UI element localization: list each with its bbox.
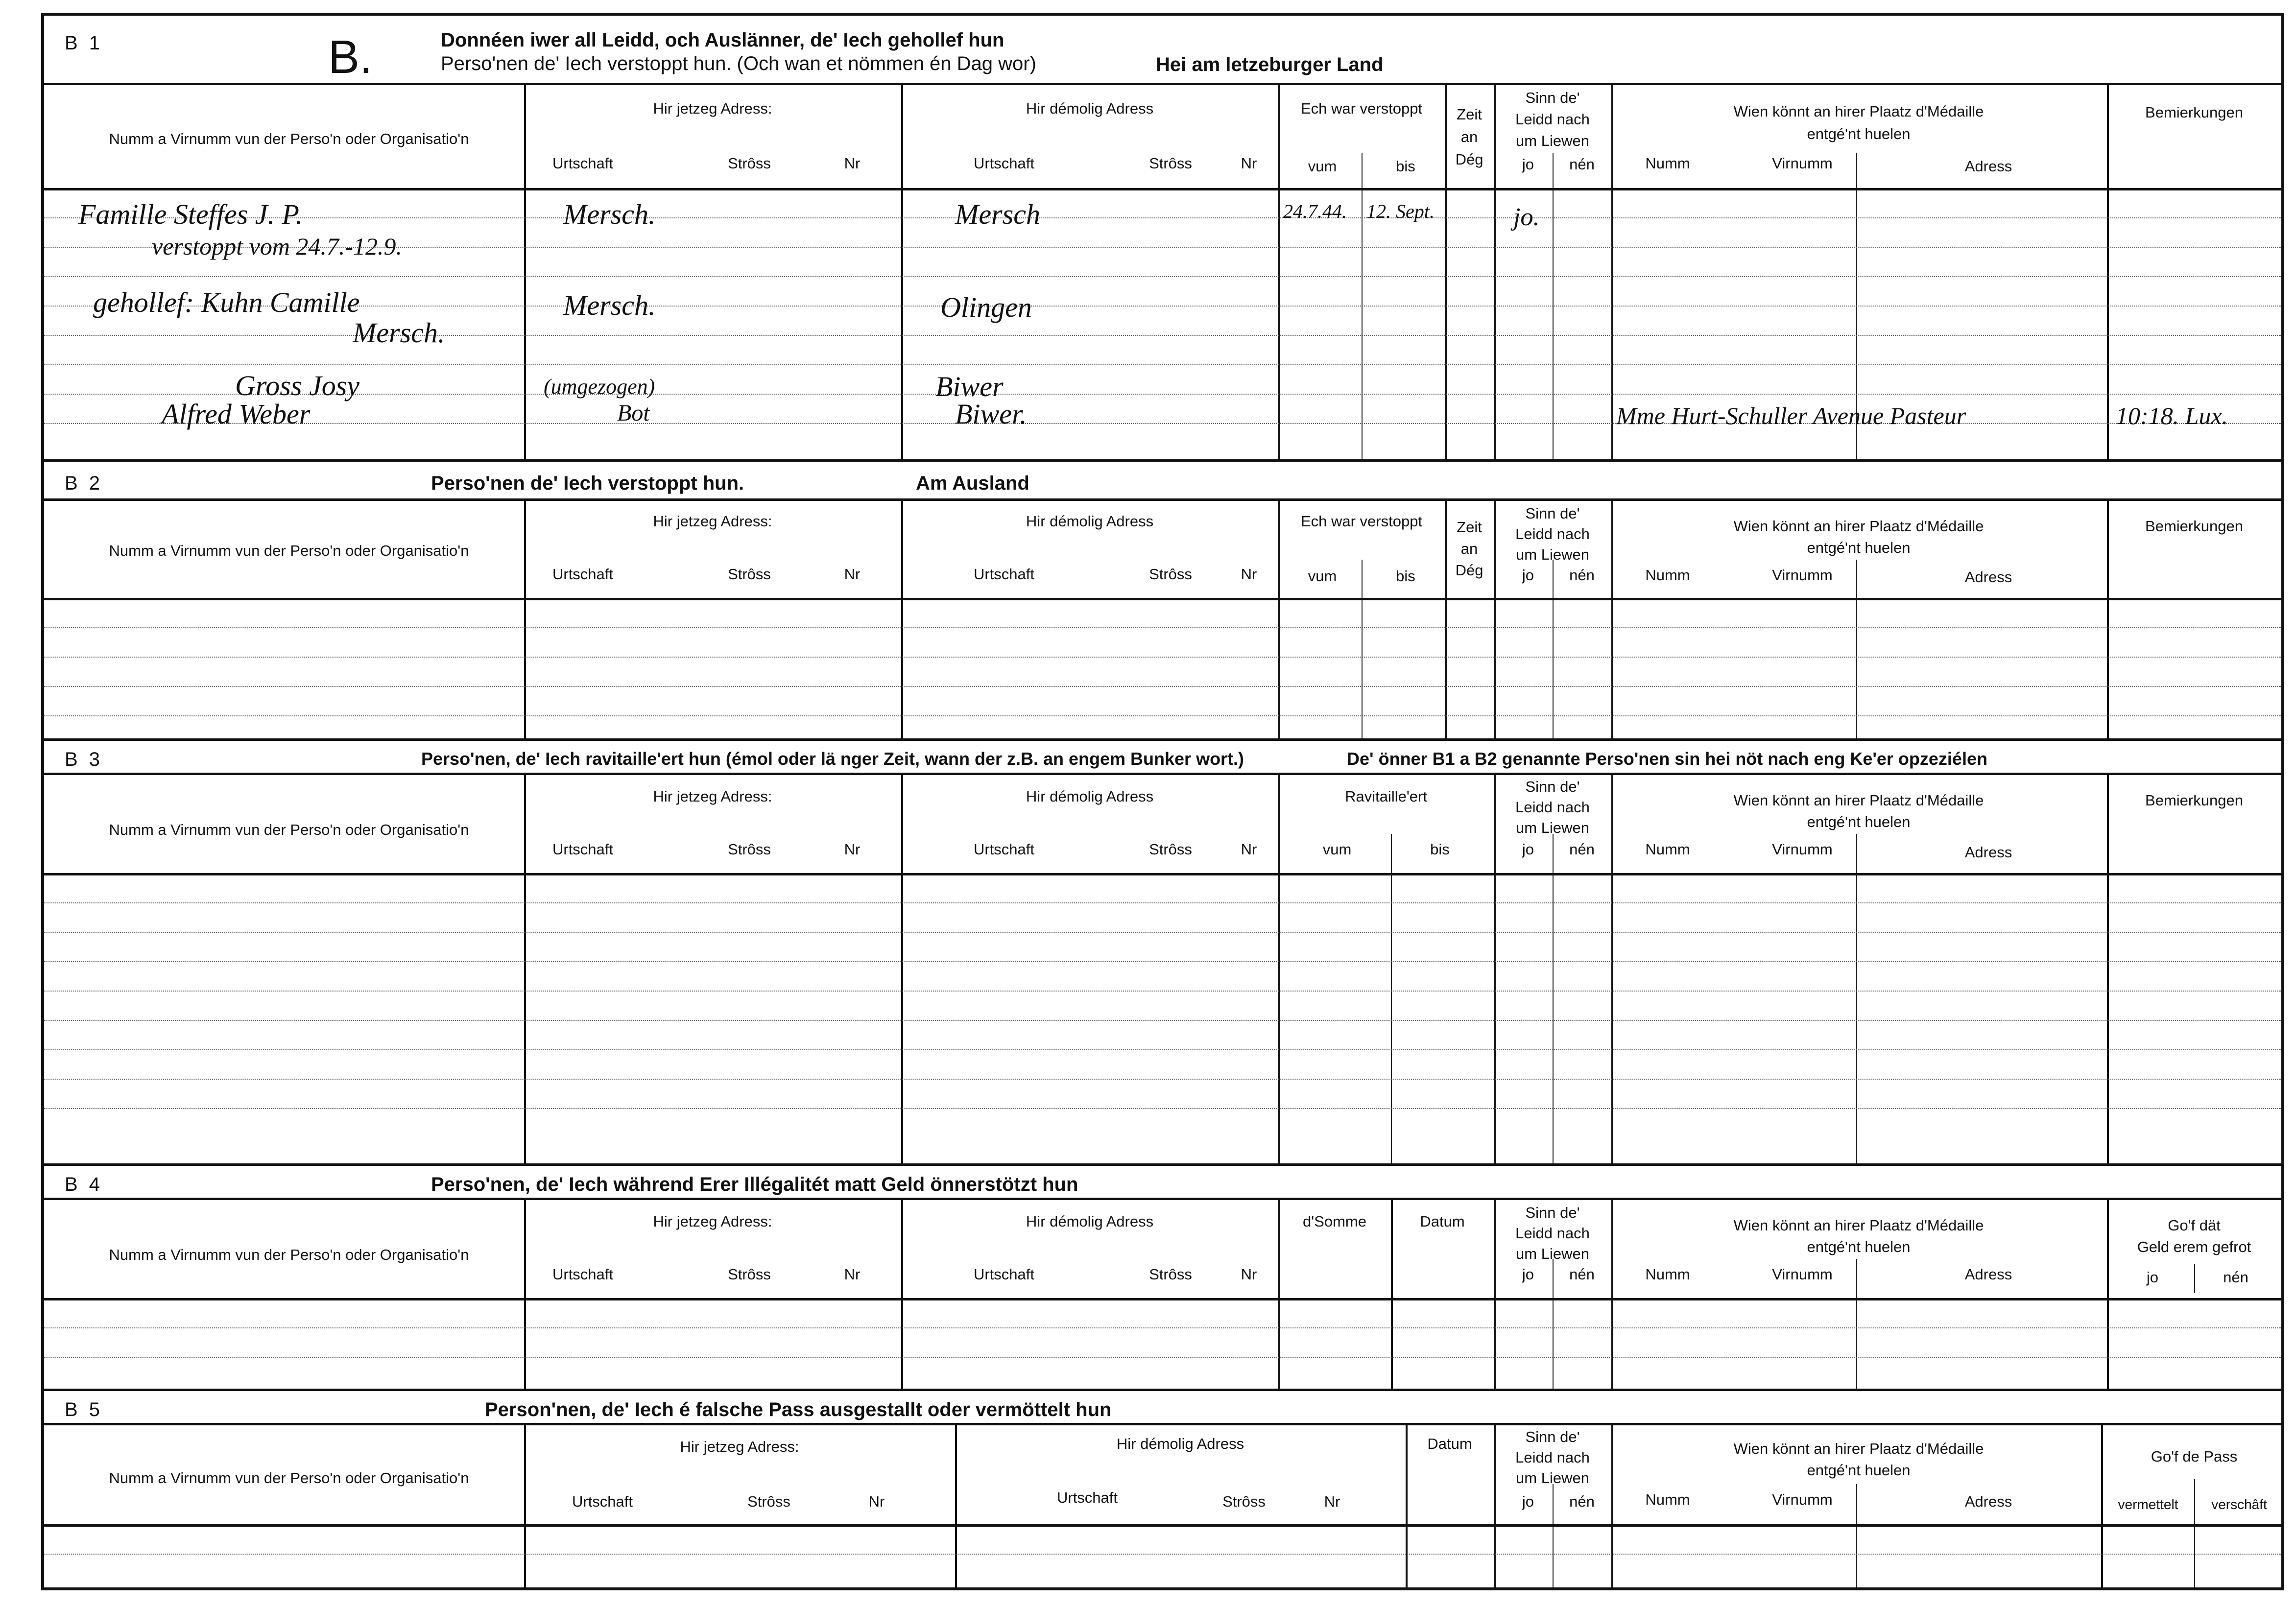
section-title: Perso'nen de' Iech verstoppt hun. — [431, 473, 744, 494]
header-name: Numm a Virnumm vun der Perso'n oder Organisatio'n — [109, 1469, 469, 1487]
header-street: Strôss — [1149, 155, 1192, 172]
header-suffered: um Liewen — [1516, 1469, 1589, 1487]
header-name: Numm a Virnumm vun der Perso'n oder Organisatio'n — [109, 821, 469, 838]
header-from: vum — [1308, 158, 1337, 175]
header-town: Urtschaft — [552, 566, 614, 583]
header-name: Numm a Virnumm vun der Perso'n oder Organisatio'n — [109, 542, 469, 559]
header-suffered: Leidd nach — [1515, 1225, 1590, 1242]
header-suffered: um Liewen — [1516, 546, 1589, 563]
header-former-address: Hir démolig Adress — [1026, 513, 1154, 530]
entry-rows — [44, 1298, 2281, 1389]
header-no: nén — [1569, 1266, 1595, 1283]
header-medal: entgé'nt huelen — [1807, 813, 1911, 830]
section-id: B 5 — [65, 1399, 103, 1420]
header-former-address: Hir démolig Adress — [1026, 100, 1154, 117]
header-firstname: Virnumm — [1772, 1266, 1833, 1283]
header-medal: entgé'nt huelen — [1807, 1238, 1911, 1255]
header-street: Strôss — [728, 841, 771, 858]
header-firstname: Virnumm — [1772, 1491, 1833, 1508]
header-no: nén — [1569, 1493, 1595, 1510]
header-no: nén — [1569, 156, 1595, 173]
header-suffered: Sinn de' — [1525, 89, 1580, 106]
header-pass-given: Go'f de Pass — [2151, 1448, 2238, 1465]
header-address: Adress — [1964, 844, 2012, 861]
section-id: B 1 — [65, 32, 103, 54]
header-town: Urtschaft — [973, 841, 1035, 858]
header-suffered: Sinn de' — [1525, 778, 1580, 795]
header-medal: Wien könnt an hirer Plaatz d'Médaille — [1733, 103, 1984, 120]
header-remarks: Bemierkungen — [2145, 518, 2243, 535]
entry-name: Famille Steffes J. P. — [78, 198, 303, 230]
entry-town-note: Bot — [617, 400, 650, 426]
section-title-line1: Donnéen iwer all Leidd, och Auslänner, de' Iech gehollef hun — [441, 29, 1004, 51]
entry-from: 24.7.44. — [1283, 200, 1347, 222]
entry-town: (umgezogen) — [544, 375, 655, 399]
header-time: Dég — [1455, 562, 1483, 579]
header-medal: Wien könnt an hirer Plaatz d'Médaille — [1733, 792, 1984, 809]
entry-rows — [44, 188, 2281, 459]
header-yes: jo — [2146, 1269, 2159, 1286]
header-yes: jo — [1522, 841, 1534, 858]
header-medal: Wien könnt an hirer Plaatz d'Médaille — [1733, 518, 1984, 535]
entry-suffered: jo. — [1513, 203, 1540, 231]
section-title: Perso'nen, de' Iech ravitaille'ert hun (émol oder lä nger Zeit, wann der z.B. an engem Bunker wort.) — [421, 749, 1244, 769]
section-header — [44, 462, 2281, 501]
header-suffered: Sinn de' — [1525, 505, 1580, 522]
entry-former-town: Biwer — [935, 371, 1004, 402]
section-b1 — [44, 16, 2281, 459]
header-nr: Nr — [844, 841, 861, 858]
header-nr: Nr — [844, 1266, 861, 1283]
header-medal: entgé'nt huelen — [1807, 539, 1911, 556]
header-firstname: Virnumm — [1772, 567, 1833, 584]
header-time: an — [1460, 128, 1478, 145]
header-hidden: Ech war verstoppt — [1300, 513, 1423, 530]
header-suffered: um Liewen — [1516, 819, 1589, 836]
entry-rows — [44, 598, 2281, 740]
section-title: Perso'nen, de' Iech während Erer Illégalitét matt Geld önnerstötzt hun — [431, 1174, 1078, 1195]
header-medal: entgé'nt huelen — [1807, 1462, 1911, 1479]
header-street: Strôss — [728, 155, 771, 172]
header-date: Datum — [1427, 1435, 1472, 1452]
header-former-address: Hir démolig Adress — [1116, 1435, 1244, 1452]
entry-name-note: Mersch. — [353, 317, 445, 349]
header-time: Zeit — [1457, 519, 1482, 536]
header-nr: Nr — [844, 566, 861, 583]
header-firstname: Virnumm — [1772, 155, 1833, 172]
entry-former-town: Olingen — [940, 291, 1032, 323]
header-address: Adress — [1964, 1266, 2012, 1283]
header-street: Strôss — [1149, 1266, 1192, 1283]
header-current-address: Hir jetzeg Adress: — [680, 1438, 799, 1455]
header-address: Adress — [1964, 158, 2012, 175]
header-current-address: Hir jetzeg Adress: — [653, 788, 772, 805]
header-name: Numm a Virnumm vun der Perso'n oder Organisatio'n — [109, 130, 469, 147]
header-street: Strôss — [1149, 566, 1192, 583]
entry-name: gehollef: Kuhn Camille — [93, 286, 360, 318]
header-street: Strôss — [728, 566, 771, 583]
section-b5 — [44, 1389, 2281, 1587]
section-title-line2: Perso'nen de' Iech verstoppt hun. (Och wan et nömmen én Dag wor) — [441, 53, 1036, 74]
header-suffered: Sinn de' — [1525, 1428, 1580, 1445]
header-street: Strôss — [1222, 1493, 1266, 1510]
header-supplied: Ravitaille'ert — [1345, 788, 1427, 805]
header-street: Strôss — [728, 1266, 771, 1283]
header-no: nén — [2223, 1269, 2248, 1286]
header-nr: Nr — [1241, 1266, 1257, 1283]
header-surname: Numm — [1645, 567, 1690, 584]
header-mediated: vermettelt — [2118, 1497, 2178, 1512]
header-surname: Numm — [1645, 1266, 1690, 1283]
section-title-right: Hei am letzeburger Land — [1156, 54, 1384, 75]
header-nr: Nr — [1241, 566, 1257, 583]
section-b3 — [44, 738, 2281, 1163]
header-until: bis — [1396, 158, 1415, 175]
header-remarks: Bemierkungen — [2145, 792, 2243, 809]
section-header — [44, 741, 2281, 775]
header-nr: Nr — [1324, 1493, 1340, 1510]
header-former-address: Hir démolig Adress — [1026, 788, 1154, 805]
header-no: nén — [1569, 567, 1595, 584]
header-money-back: Geld erem gefrot — [2137, 1238, 2251, 1255]
form-sheet — [41, 13, 2284, 1590]
entry-name-note: Alfred Weber — [162, 398, 311, 430]
section-title: Person'nen, de' Iech é falsche Pass ausgestallt oder vermöttelt hun — [485, 1399, 1112, 1420]
header-suffered: Sinn de' — [1525, 1204, 1580, 1221]
section-b4 — [44, 1163, 2281, 1389]
header-medal: Wien könnt an hirer Plaatz d'Médaille — [1733, 1217, 1984, 1234]
header-issued: verschâft — [2211, 1497, 2267, 1512]
header-time: an — [1460, 540, 1478, 557]
header-nr: Nr — [1241, 155, 1257, 172]
header-town: Urtschaft — [552, 1266, 614, 1283]
header-surname: Numm — [1645, 1491, 1690, 1508]
entry-name: Gross Josy — [235, 370, 360, 402]
entry-medal: Mme Hurt-Schuller Avenue Pasteur — [1616, 402, 1966, 429]
entry-former-town: Mersch — [955, 198, 1040, 230]
header-town: Urtschaft — [1056, 1489, 1118, 1506]
header-suffered: Leidd nach — [1515, 111, 1590, 128]
header-sum: d'Somme — [1303, 1213, 1366, 1230]
header-nr: Nr — [1241, 841, 1257, 858]
header-surname: Numm — [1645, 155, 1690, 172]
entry-former-town-note: Biwer. — [955, 398, 1027, 430]
header-suffered: Leidd nach — [1515, 1449, 1590, 1466]
header-town: Urtschaft — [973, 566, 1035, 583]
section-b2 — [44, 459, 2281, 738]
header-suffered: um Liewen — [1516, 132, 1589, 149]
section-title-right: Am Ausland — [916, 473, 1029, 494]
entry-town: Mersch. — [563, 289, 656, 321]
header-address: Adress — [1964, 568, 2012, 586]
header-former-address: Hir démolig Adress — [1026, 1213, 1154, 1230]
entry-remarks: 10:18. Lux. — [2116, 402, 2228, 429]
header-until: bis — [1396, 567, 1415, 585]
header-suffered: Leidd nach — [1515, 799, 1590, 816]
section-id: B 4 — [65, 1174, 103, 1195]
header-name: Numm a Virnumm vun der Perso'n oder Organisatio'n — [109, 1246, 469, 1263]
header-medal: entgé'nt huelen — [1807, 125, 1911, 142]
header-yes: jo — [1522, 1266, 1534, 1283]
header-street: Strôss — [747, 1493, 790, 1510]
entry-rows — [44, 1524, 2281, 1587]
header-town: Urtschaft — [552, 155, 614, 172]
entry-name-note: verstoppt vom 24.7.-12.9. — [152, 233, 403, 260]
section-id: B 2 — [65, 473, 103, 494]
form-letter: B. — [328, 31, 373, 83]
header-current-address: Hir jetzeg Adress: — [653, 1213, 772, 1230]
header-time: Dég — [1455, 151, 1483, 168]
header-street: Strôss — [1149, 841, 1192, 858]
header-nr: Nr — [844, 155, 861, 172]
section-header — [44, 16, 2281, 85]
header-firstname: Virnumm — [1772, 841, 1833, 858]
header-no: nén — [1569, 841, 1595, 858]
section-title-right: De' önner B1 a B2 genannte Perso'nen sin hei nöt nach eng Ke'er opzeziélen — [1347, 749, 1987, 769]
header-town: Urtschaft — [973, 155, 1035, 172]
header-yes: jo — [1522, 156, 1534, 173]
header-nr: Nr — [868, 1493, 885, 1510]
header-yes: jo — [1522, 567, 1534, 584]
header-medal: Wien könnt an hirer Plaatz d'Médaille — [1733, 1440, 1984, 1457]
header-current-address: Hir jetzeg Adress: — [653, 513, 772, 530]
header-hidden: Ech war verstoppt — [1300, 100, 1423, 117]
header-from: vum — [1308, 567, 1337, 585]
header-until: bis — [1430, 841, 1450, 858]
header-date: Datum — [1420, 1213, 1465, 1230]
header-town: Urtschaft — [572, 1493, 633, 1510]
header-address: Adress — [1964, 1493, 2012, 1510]
header-money-back: Go'f dät — [2168, 1217, 2221, 1234]
entry-until: 12. Sept. — [1366, 200, 1435, 222]
header-remarks: Bemierkungen — [2145, 104, 2243, 121]
entry-town: Mersch. — [563, 198, 656, 230]
header-yes: jo — [1522, 1493, 1534, 1510]
section-id: B 3 — [65, 749, 103, 770]
header-from: vum — [1322, 841, 1352, 858]
header-current-address: Hir jetzeg Adress: — [653, 100, 772, 117]
header-surname: Numm — [1645, 841, 1690, 858]
header-town: Urtschaft — [552, 841, 614, 858]
header-suffered: Leidd nach — [1515, 525, 1590, 543]
entry-rows — [44, 873, 2281, 1163]
header-town: Urtschaft — [973, 1266, 1035, 1283]
section-header — [44, 1166, 2281, 1200]
header-suffered: um Liewen — [1516, 1245, 1589, 1262]
header-time: Zeit — [1457, 106, 1482, 123]
section-header — [44, 1391, 2281, 1425]
